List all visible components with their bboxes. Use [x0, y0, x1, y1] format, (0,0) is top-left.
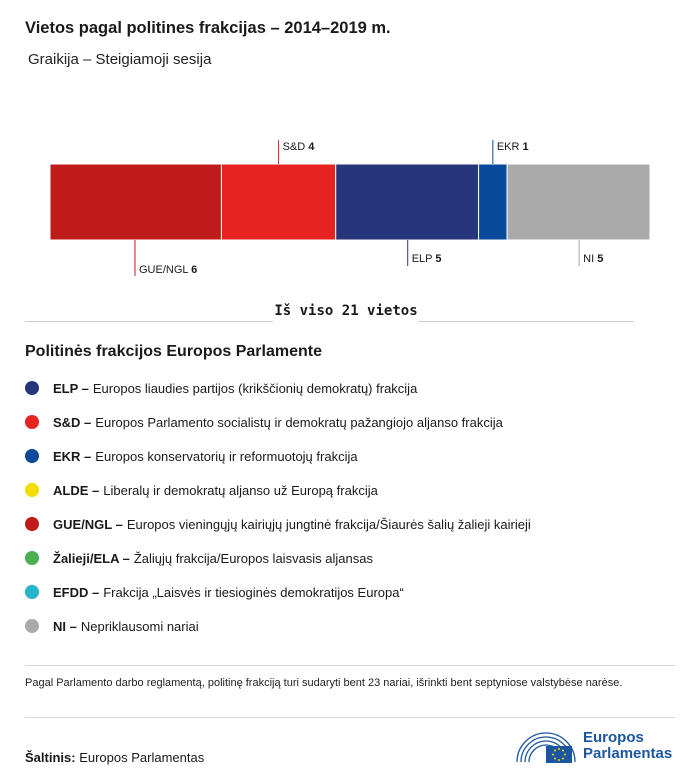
ep-logo — [515, 728, 672, 764]
legend-abbr: GUE/NGL – — [53, 516, 123, 532]
legend-text: Europos liaudies partijos (krikščionių demokratų) frakcija — [92, 380, 418, 396]
divider — [25, 717, 675, 718]
chart-subtitle: Graikija – Steigiamoji sesija — [28, 51, 212, 68]
bar-label-elp: ELP 5 — [411, 253, 442, 265]
total-seats: Iš viso 21 vietos — [274, 303, 418, 319]
source-label: Šaltinis: — [25, 750, 76, 765]
bar-s-d — [221, 164, 335, 240]
divider — [25, 665, 675, 666]
legend-text: Nepriklausomi nariai — [80, 618, 199, 634]
chart-title: Vietos pagal politines frakcijas – 2014–2019 m. — [25, 19, 391, 37]
legend-title: Politinės frakcijos Europos Parlamente — [25, 343, 322, 360]
legend-text: Europos konservatorių ir reformuotojų frakcija — [95, 448, 358, 464]
logo-line-1: Europos — [583, 729, 644, 746]
legend-text: Frakcija „Laisvės ir tiesioginės demokratijos Europa“ — [103, 584, 404, 600]
dot-icon — [25, 483, 39, 497]
dot-icon — [25, 551, 39, 565]
total-divider-right — [418, 321, 634, 322]
dot-icon — [25, 619, 39, 633]
legend-text: Europos vieningųjų kairiųjų jungtinė frakcija/Šiaurės šalių žalieji kairieji — [126, 516, 531, 532]
legend-abbr: EFDD – — [53, 584, 100, 600]
total-divider-left — [25, 321, 273, 322]
footnote: Pagal Parlamento darbo reglamentą, politinę frakciją turi sudaryti bent 23 nariai, išrinkti bent septyniose valstybėse narėse. — [25, 677, 623, 689]
stacked-bar-chart — [0, 130, 700, 290]
legend-abbr: S&D – — [53, 414, 92, 430]
bar-label-gue-ngl: GUE/NGL 6 — [139, 264, 198, 276]
legend-item-efdd — [25, 575, 531, 609]
dot-icon — [25, 381, 39, 395]
legend-text: Europos Parlamento socialistų ir demokratų pažangiojo aljanso frakcija — [95, 414, 503, 430]
legend-abbr: ALDE – — [53, 482, 100, 498]
bar-label-s-d: S&D 4 — [282, 141, 315, 153]
legend-abbr: ELP – — [53, 380, 89, 396]
legend-abbr: NI – — [53, 618, 77, 634]
legend-text: Žaliųjų frakcija/Europos laisvasis aljansas — [133, 550, 373, 566]
dot-icon — [25, 415, 39, 429]
legend-abbr: Žalieji/ELA – — [53, 550, 130, 566]
source-value: Europos Parlamentas — [79, 750, 205, 765]
legend-item-gue-ngl — [25, 507, 531, 541]
dot-icon — [25, 517, 39, 531]
legend-item-ni — [25, 609, 531, 643]
bar-label-ni: NI 5 — [583, 253, 604, 265]
legend — [25, 371, 531, 643]
legend-item-elp — [25, 371, 531, 405]
logo-line-2: Parlamentas — [583, 745, 673, 762]
bar-gue-ngl — [50, 164, 221, 240]
source-line — [25, 750, 204, 765]
legend-item-sd — [25, 405, 531, 439]
parliament-hemicycle-icon — [515, 728, 577, 764]
bar-label-ekr: EKR 1 — [496, 141, 529, 153]
dot-icon — [25, 449, 39, 463]
legend-item-ekr — [25, 439, 531, 473]
legend-item-alde — [25, 473, 531, 507]
dot-icon — [25, 585, 39, 599]
logo-wordmark — [583, 730, 672, 762]
legend-text: Liberalų ir demokratų aljanso už Europą frakcija — [103, 482, 378, 498]
bar-ni — [507, 164, 650, 240]
bar-ekr — [479, 164, 508, 240]
legend-item-zalieji-ela — [25, 541, 531, 575]
bar-elp — [336, 164, 479, 240]
legend-abbr: EKR – — [53, 448, 92, 464]
